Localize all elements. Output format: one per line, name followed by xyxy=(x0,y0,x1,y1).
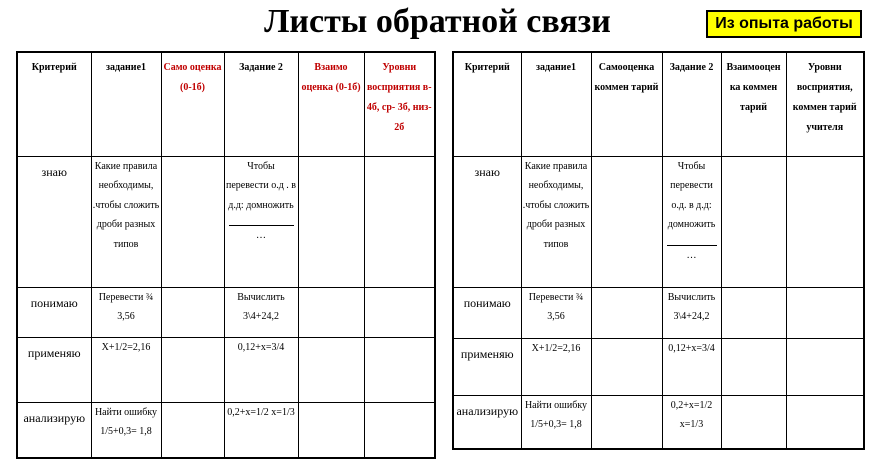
empty-cell xyxy=(721,287,786,338)
header-task2: Задание 2 xyxy=(662,52,721,156)
task1-cell: Найти ошибку 1/5+0,3= 1,8 xyxy=(91,402,161,458)
criterion-analyze: анализирую xyxy=(17,402,91,458)
criterion-apply: применяю xyxy=(17,337,91,402)
empty-cell xyxy=(591,395,662,449)
header-task1: задание1 xyxy=(521,52,591,156)
answer-line xyxy=(667,235,717,246)
table-row xyxy=(453,395,864,449)
task2-cell xyxy=(224,156,298,287)
empty-cell xyxy=(298,287,364,337)
table-row xyxy=(17,337,435,402)
task1-cell: Какие правила необходимы, .чтобы сложить дроби разных типов xyxy=(521,156,591,287)
empty-cell xyxy=(161,402,224,458)
criterion-analyze: анализирую xyxy=(453,395,521,449)
task1-cell: Х+1/2=2,16 xyxy=(521,338,591,395)
task2-cell xyxy=(662,156,721,287)
criterion-know: знаю xyxy=(17,156,91,287)
criterion-know: знаю xyxy=(453,156,521,287)
empty-cell xyxy=(786,338,864,395)
header-task2: Задание 2 xyxy=(224,52,298,156)
table-row xyxy=(17,402,435,458)
criterion-apply: применяю xyxy=(453,338,521,395)
empty-cell xyxy=(161,337,224,402)
ellipsis: … xyxy=(686,249,697,261)
table-row xyxy=(17,156,435,287)
header-criterion: Критерий xyxy=(453,52,521,156)
answer-line xyxy=(229,215,294,226)
criterion-understand: понимаю xyxy=(17,287,91,337)
table-row xyxy=(453,338,864,395)
empty-cell xyxy=(364,337,435,402)
empty-cell xyxy=(721,156,786,287)
task2-text: Чтобы перевести о.д . в д.д: домножить xyxy=(225,160,297,211)
empty-cell xyxy=(591,338,662,395)
header-row xyxy=(17,52,435,156)
task2-cell: 0,2+х=1/2 х=1/3 xyxy=(662,395,721,449)
empty-cell xyxy=(786,287,864,338)
empty-cell xyxy=(161,156,224,287)
empty-cell xyxy=(786,156,864,287)
table-row xyxy=(453,287,864,338)
task1-cell: Какие правила необходимы, .чтобы сложить дроби разных типов xyxy=(91,156,161,287)
task1-cell: Перевести ¾ 3,56 xyxy=(521,287,591,338)
task1-cell: Х+1/2=2,16 xyxy=(91,337,161,402)
header-self-assessment xyxy=(591,52,662,156)
empty-cell xyxy=(721,395,786,449)
empty-cell xyxy=(786,395,864,449)
table-row xyxy=(17,287,435,337)
empty-cell xyxy=(161,287,224,337)
task1-cell: Перевести ¾ 3,56 xyxy=(91,287,161,337)
criterion-understand: понимаю xyxy=(453,287,521,338)
empty-cell xyxy=(591,156,662,287)
experience-badge: Из опыта работы xyxy=(706,10,862,38)
empty-cell xyxy=(364,287,435,337)
header-peer-assessment: Взаимо оценка (0-1б) xyxy=(298,52,364,156)
header-task1: задание1 xyxy=(91,52,161,156)
task2-cell: 0,12+х=3/4 xyxy=(662,338,721,395)
task2-text: Чтобы перевести о.д. в д.д: домножить xyxy=(667,160,716,230)
table-row xyxy=(453,156,864,287)
feedback-table-right xyxy=(452,51,865,450)
header-perception-levels: Уровни восприятия в- 4б, ср- 3б, низ- 2б xyxy=(364,52,435,156)
header-self-assessment: Само оценка (0-1б) xyxy=(161,52,224,156)
task2-cell: 0,2+х=1/2 х=1/3 xyxy=(224,402,298,458)
task2-cell: 0,12+х=3/4 xyxy=(224,337,298,402)
header-perception-levels: Уровни восприятия, коммен тарий учителя xyxy=(786,52,864,156)
header-peer-assessment: Взаимооцен ка коммен тарий xyxy=(721,52,786,156)
page-title: Листы обратной связи xyxy=(264,3,611,40)
empty-cell xyxy=(298,156,364,287)
empty-cell xyxy=(591,287,662,338)
header-criterion: Критерий xyxy=(17,52,91,156)
task1-cell: Найти ошибку 1/5+0,3= 1,8 xyxy=(521,395,591,449)
empty-cell xyxy=(364,156,435,287)
feedback-table-left xyxy=(16,51,436,459)
empty-cell xyxy=(298,337,364,402)
empty-cell xyxy=(298,402,364,458)
empty-cell xyxy=(364,402,435,458)
ellipsis: … xyxy=(256,230,266,241)
empty-cell xyxy=(721,338,786,395)
task2-cell: Вычислить 3\4+24,2 xyxy=(662,287,721,338)
header-row xyxy=(453,52,864,156)
task2-cell: Вычислить 3\4+24,2 xyxy=(224,287,298,337)
header-self-assessment-text: Самооценка коммен тарий xyxy=(594,62,659,93)
